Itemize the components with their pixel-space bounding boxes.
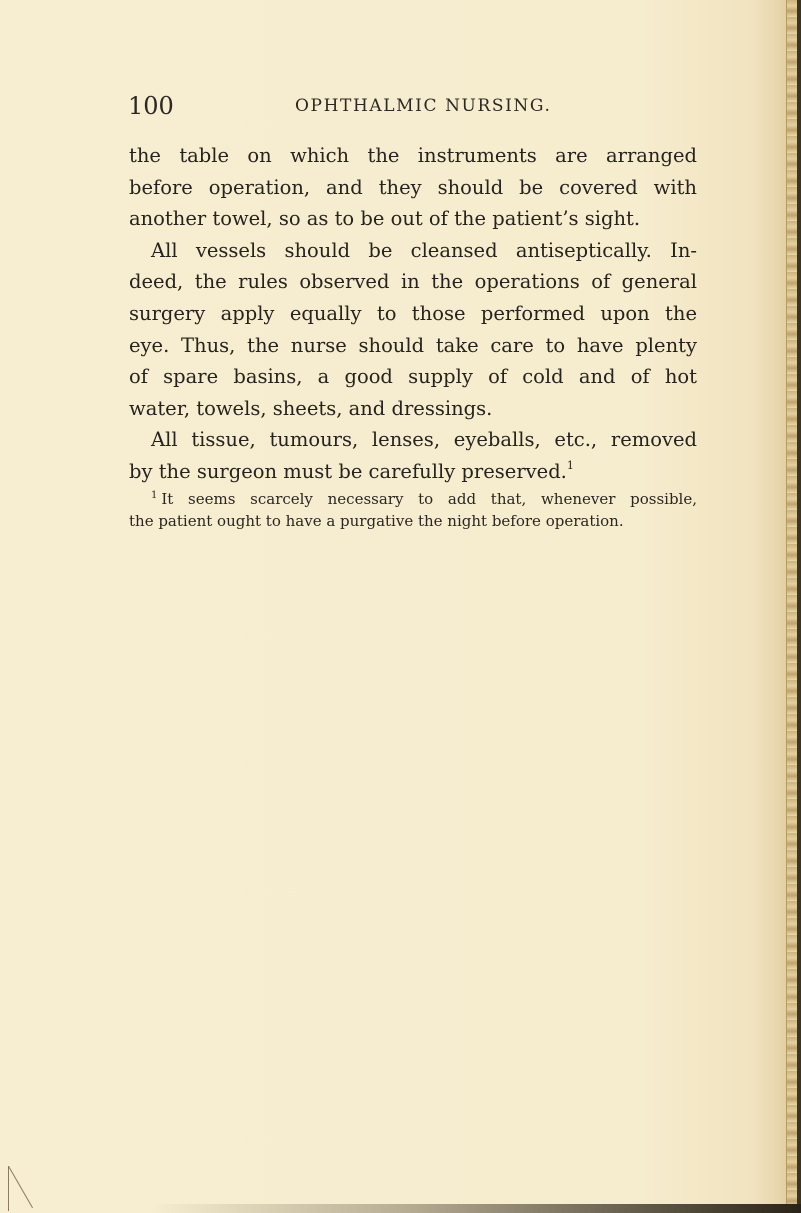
text-line: eye. Thus, the nurse should take care to have plenty — [129, 333, 697, 357]
text-line: deed, the rules observed in the operations of general — [129, 270, 697, 294]
text-line: water, towels, sheets, and dressings. — [129, 396, 493, 420]
footnote-reference: 1 — [566, 458, 574, 472]
page-number: 100 — [128, 92, 174, 120]
text-line: surgery apply equally to those performed upon the — [129, 301, 697, 325]
footnote-line-content: It seems scarcely necessary to add that, whenever possible, — [161, 490, 697, 508]
page-edge-shadow — [797, 0, 801, 1213]
text-line: before operation, and they should be covered with — [129, 175, 697, 199]
footnote-line: the patient ought to have a purgative the night before operation. — [129, 512, 624, 530]
text-line: All tissue, tumours, lenses, eyeballs, etc., removed — [151, 428, 697, 452]
running-title: OPHTHALMIC NURSING. — [295, 96, 552, 116]
text-line-content: by the surgeon must be carefully preserved. — [129, 459, 567, 483]
footnote-marker: 1 — [151, 490, 158, 501]
footnote-line — [129, 488, 697, 510]
corner-fold-mark — [8, 1166, 49, 1211]
text-line: All vessels should be cleansed antiseptically. In- — [151, 238, 697, 262]
text-line-with-footnote-ref — [129, 456, 697, 488]
text-line: another towel, so as to be out of the patient’s sight. — [129, 207, 641, 231]
text-line: of spare basins, a good supply of cold and of hot — [129, 365, 697, 389]
main-text — [129, 140, 697, 488]
text-line: the table on which the instruments are arranged — [129, 144, 697, 167]
bottom-edge-shadow — [150, 1204, 801, 1213]
page-header — [128, 92, 688, 122]
footnote — [129, 488, 697, 532]
